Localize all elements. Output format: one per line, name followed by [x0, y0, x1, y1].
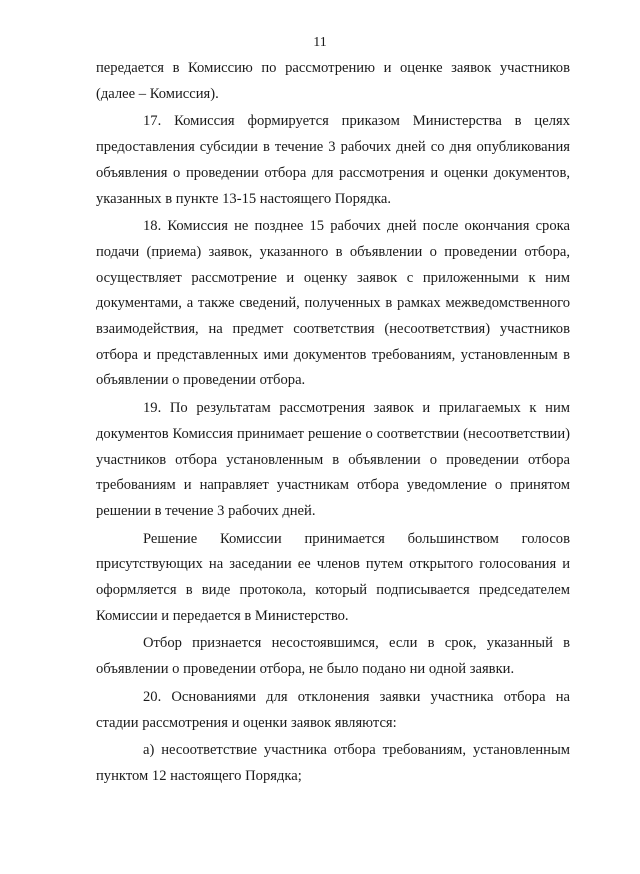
paragraph-selection-failed: Отбор признается несостоявшимся, если в срок, указанный в объявлении о проведении отбора, не было подано ни одной заявки.	[96, 635, 570, 678]
paragraph-18: 18. Комиссия не позднее 15 рабочих дней после окончания срока подачи (приема) заявок, указанного в объявлении о проведении отбора, осуществляет рассмотрение и оценку заявок с приложенными к ним документами, а также сведений, полученных в рамках межведомственного взаимодействия, на предмет соответствия (несоответствия) участников отбора и представленных ими документов требованиям, установленным в объявлении о проведении отбора.	[96, 218, 570, 389]
paragraph-20: 20. Основаниями для отклонения заявки участника отбора на стадии рассмотрения и оценки заявок являются:	[96, 688, 570, 731]
paragraph-17: 17. Комиссия формируется приказом Министерства в целях предоставления субсидии в течение 3 рабочих дней со дня опубликования объявления о проведении отбора для рассмотрения и оценки документов, указанных в пункте 13-15 настоящего Порядка.	[96, 113, 570, 207]
document-body	[96, 56, 570, 790]
paragraph-19: 19. По результатам рассмотрения заявок и прилагаемых к ним документов Комиссия принимает решение о соответствии (несоответствии) участников отбора установленным в объявлении о проведении отбора требованиям и направляет участникам отбора уведомление о принятом решении в течение 3 рабочих дней.	[96, 400, 570, 519]
paragraph-commission-decision: Решение Комиссии принимается большинством голосов присутствующих на заседании ее членов путем открытого голосования и оформляется в виде протокола, который подписывается председателем Комиссии и передается в Министерство.	[96, 530, 570, 624]
paragraph-continuation: передается в Комиссию по рассмотрению и оценке заявок участников (далее – Комиссия).	[96, 60, 570, 102]
page-number: 11	[313, 35, 327, 50]
paragraph-20-a: а) несоответствие участника отбора требованиям, установленным пунктом 12 настоящего Порядка;	[96, 742, 570, 784]
